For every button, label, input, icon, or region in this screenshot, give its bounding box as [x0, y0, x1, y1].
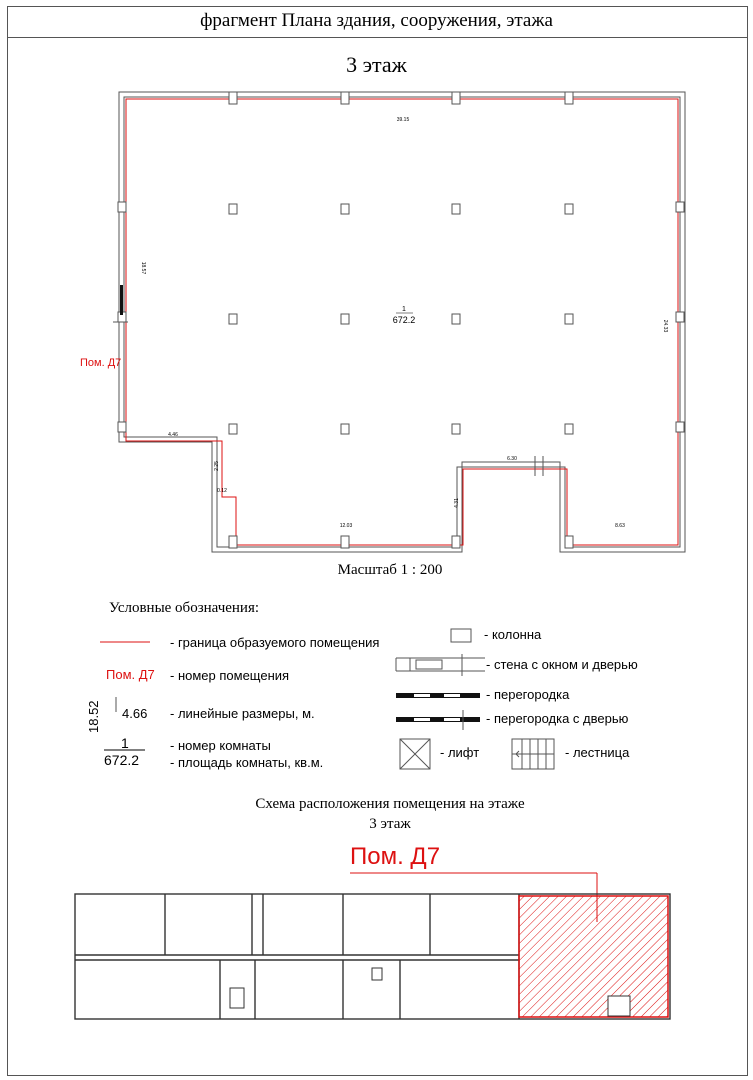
- legend-stairs-desc: - лестница: [565, 745, 630, 760]
- dim-right: 24.33: [662, 319, 668, 333]
- scheme-lift: [608, 996, 630, 1016]
- legend-premise-sample: Пом. Д7: [106, 667, 155, 682]
- stairs-symbol: [512, 739, 554, 769]
- premise-label: Пом. Д7: [80, 357, 122, 369]
- legend-partition-door-desc: - перегородка с дверью: [486, 711, 629, 726]
- dim-bottom-mid: 12.03: [339, 523, 353, 529]
- legend-wall-desc: - стена с окном и дверью: [486, 657, 638, 672]
- scheme-title: Схема расположения помещения на этаже: [255, 796, 525, 812]
- room-area: 672.2: [392, 315, 416, 325]
- column-symbol: [451, 629, 471, 642]
- legend-area-desc: - площадь комнаты, кв.м.: [170, 755, 324, 770]
- legend-room-num-sample: 1: [121, 735, 129, 751]
- scheme-stairs: [230, 988, 244, 1008]
- dim-bottom-right: 8.63: [615, 523, 625, 529]
- legend-title: Условные обозначения:: [109, 600, 260, 616]
- window-mark: [120, 285, 123, 315]
- dim-step-small: 0.12: [217, 488, 227, 494]
- dim-left: 18.57: [140, 261, 146, 275]
- legend-dim-vert-sample: 18.52: [86, 700, 101, 733]
- scheme-plan: [0, 860, 753, 1030]
- dim-notch-vert: 4.31: [454, 498, 460, 508]
- scheme-floor: 3 этаж: [369, 816, 411, 832]
- legend-premise-desc: - номер помещения: [170, 668, 290, 683]
- dim-notch-top: 6.30: [507, 456, 517, 462]
- dim-step-vert: 2.25: [214, 461, 220, 471]
- legend-area-sample: 672.2: [104, 752, 140, 768]
- legend-room-num-desc: - номер комнаты: [170, 738, 271, 753]
- floor-title: 3 этаж: [346, 52, 407, 77]
- legend-boundary-desc: - граница образуемого помещения: [170, 635, 380, 650]
- legend-dim-horiz-sample: 4.66: [122, 706, 148, 721]
- lift-symbol: [400, 739, 430, 769]
- partition-symbol: [396, 693, 480, 698]
- dim-step-top: 4.46: [168, 432, 178, 438]
- legend-partition-desc: - перегородка: [486, 687, 570, 702]
- page-title: фрагмент Плана здания, сооружения, этажа: [200, 10, 553, 31]
- legend-dims-desc: - линейные размеры, м.: [170, 706, 315, 721]
- dim-top: 39.15: [396, 117, 410, 123]
- scale-label: Масштаб 1 : 200: [337, 562, 443, 578]
- highlighted-premise: [519, 896, 668, 1017]
- partition-door-symbol: [396, 710, 480, 730]
- scheme-stairs: [372, 968, 382, 980]
- scheme-premise-label: Пом. Д7: [350, 843, 441, 870]
- room-number: 1: [402, 306, 406, 313]
- wall-window-door-symbol: [396, 654, 485, 676]
- legend-column-desc: - колонна: [484, 627, 542, 642]
- legend-lift-desc: - лифт: [440, 745, 480, 760]
